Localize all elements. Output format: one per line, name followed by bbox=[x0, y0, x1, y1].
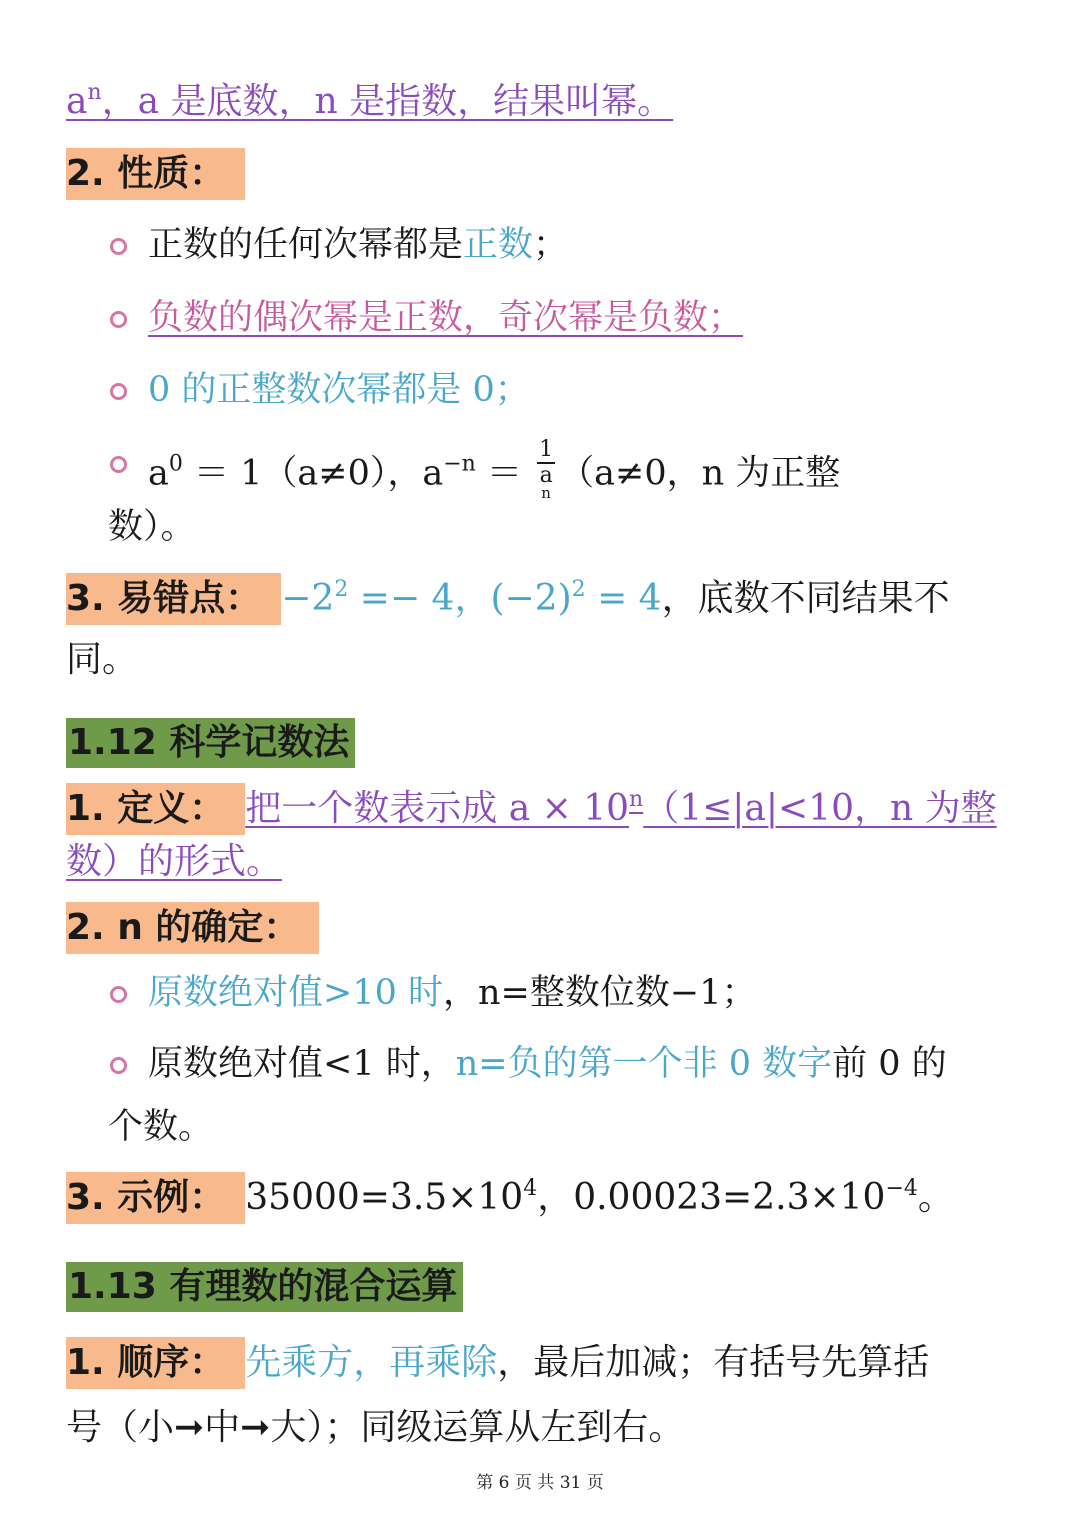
fraction-numerator: 1 bbox=[539, 437, 554, 462]
section-title-1-12 bbox=[66, 718, 355, 768]
formula-equals: ＝ bbox=[475, 453, 522, 494]
n-rule-2 bbox=[148, 1039, 947, 1089]
example-a: 35000=3.5×10 bbox=[245, 1177, 524, 1218]
n-determination-heading bbox=[66, 902, 319, 954]
bullet-icon bbox=[110, 986, 127, 1003]
power-definition bbox=[66, 76, 673, 128]
section-title-1-13-text: 1.13 有理数的混合运算 bbox=[68, 1266, 458, 1307]
pitfall-expression bbox=[281, 578, 661, 619]
sci-definition-sup: n bbox=[629, 787, 644, 812]
properties-tag: 2. 性质： bbox=[66, 148, 245, 200]
formula-sup-0: 0 bbox=[168, 451, 183, 477]
formula-sup-neg-n: −n bbox=[443, 451, 476, 477]
n-rule-1 bbox=[148, 968, 756, 1018]
formula-part-b: ＝ 1（a≠0），a bbox=[182, 453, 444, 494]
example-b: ，0.00023=2.3×10 bbox=[537, 1177, 886, 1218]
fraction-denominator bbox=[537, 464, 555, 512]
example-tag: 3. 示例： bbox=[66, 1172, 245, 1224]
example-sup-1: 4 bbox=[523, 1176, 538, 1201]
property-item-1-end: ； bbox=[533, 225, 569, 265]
fraction-den-sup: n bbox=[541, 484, 551, 502]
pitfall-continued bbox=[66, 634, 138, 686]
sci-definition-tag: 1. 定义： bbox=[66, 783, 245, 835]
pitfall-tag: 3. 易错点： bbox=[66, 573, 281, 625]
fraction-den-base: a bbox=[539, 463, 553, 488]
property-item-1-text: 正数的任何次幂都是 bbox=[148, 225, 464, 265]
n-rule-2-text-a: 原数绝对值<1 时， bbox=[148, 1044, 456, 1084]
n-rule-1-text: ，n=整数位数−1； bbox=[443, 973, 757, 1013]
order-highlight: 先乘方，再乘除 bbox=[245, 1342, 498, 1383]
n-rule-2-continued bbox=[108, 1102, 213, 1152]
sci-definition-continued bbox=[66, 836, 282, 888]
example-sup-2: −4 bbox=[885, 1176, 918, 1201]
property-item-4-continued bbox=[108, 502, 196, 552]
pitfall-cont-text: 同。 bbox=[66, 639, 139, 680]
example-c: 。 bbox=[917, 1177, 954, 1218]
pitfall-line bbox=[66, 573, 950, 625]
property-item-1-highlight: 正数 bbox=[463, 225, 534, 265]
property-item-2-text: 负数的偶次幂是正数，奇次幂是负数； bbox=[148, 298, 744, 338]
n-rule-2-cont-text: 个数。 bbox=[108, 1107, 214, 1147]
pitfall-text: ，底数不同结果不 bbox=[661, 578, 950, 619]
property-item-4-cont-text: 数）。 bbox=[108, 507, 196, 547]
order-continued bbox=[66, 1402, 684, 1454]
formula-a: a bbox=[148, 453, 169, 494]
bullet-icon bbox=[110, 383, 127, 400]
power-notation bbox=[66, 81, 102, 122]
power-base: a bbox=[66, 81, 88, 122]
property-item-1 bbox=[148, 220, 568, 270]
section-title-1-12-text: 1.12 科学记数法 bbox=[68, 722, 350, 763]
n-rule-1-highlight: 原数绝对值>10 时 bbox=[148, 973, 443, 1013]
sci-definition bbox=[66, 783, 997, 835]
fraction bbox=[537, 438, 555, 512]
pitfall-expr-b: =− 4，(−2) bbox=[348, 578, 572, 619]
property-item-3-text: 0 的正整数次幂都是 0； bbox=[148, 370, 530, 410]
bullet-icon bbox=[110, 311, 127, 328]
order-tag: 1. 顺序： bbox=[66, 1337, 245, 1389]
property-item-4 bbox=[148, 438, 840, 512]
bullet-icon bbox=[110, 1057, 127, 1074]
order-line bbox=[66, 1337, 929, 1389]
pitfall-sup-1: 2 bbox=[334, 577, 349, 602]
section-title-1-13 bbox=[66, 1262, 463, 1312]
power-definition-text: ，a 是底数，n 是指数，结果叫幂。 bbox=[101, 81, 674, 122]
sci-definition-a: 把一个数表示成 a × 10 bbox=[245, 788, 630, 829]
pitfall-expr-c: = 4 bbox=[585, 578, 662, 619]
n-rule-2-highlight: n=负的第一个非 0 数字 bbox=[455, 1044, 833, 1084]
properties-heading bbox=[66, 148, 245, 200]
example-line bbox=[66, 1172, 954, 1224]
pitfall-expr-a: −2 bbox=[281, 578, 335, 619]
bullet-icon bbox=[110, 238, 127, 255]
property-item-2 bbox=[148, 293, 743, 343]
order-cont-text: 号（小➞中➞大）；同级运算从左到右。 bbox=[66, 1407, 685, 1448]
order-text: ，最后加减；有括号先算括 bbox=[497, 1342, 930, 1383]
bullet-icon bbox=[110, 456, 127, 473]
sci-definition-cont-text: 数）的形式。 bbox=[66, 841, 283, 882]
page-footer bbox=[0, 1468, 1080, 1493]
n-rule-2-text-c: 前 0 的 bbox=[832, 1044, 947, 1084]
page-number: 第 6 页 共 31 页 bbox=[476, 1473, 604, 1493]
sci-definition-b: （1≤|a|<10，n 为整 bbox=[643, 788, 997, 829]
n-determination-tag: 2. n 的确定： bbox=[66, 902, 319, 954]
property-item-3 bbox=[148, 365, 530, 415]
formula-condition: （a≠0，n 为正整 bbox=[559, 453, 841, 494]
pitfall-sup-2: 2 bbox=[571, 577, 586, 602]
power-exponent: n bbox=[87, 80, 102, 105]
